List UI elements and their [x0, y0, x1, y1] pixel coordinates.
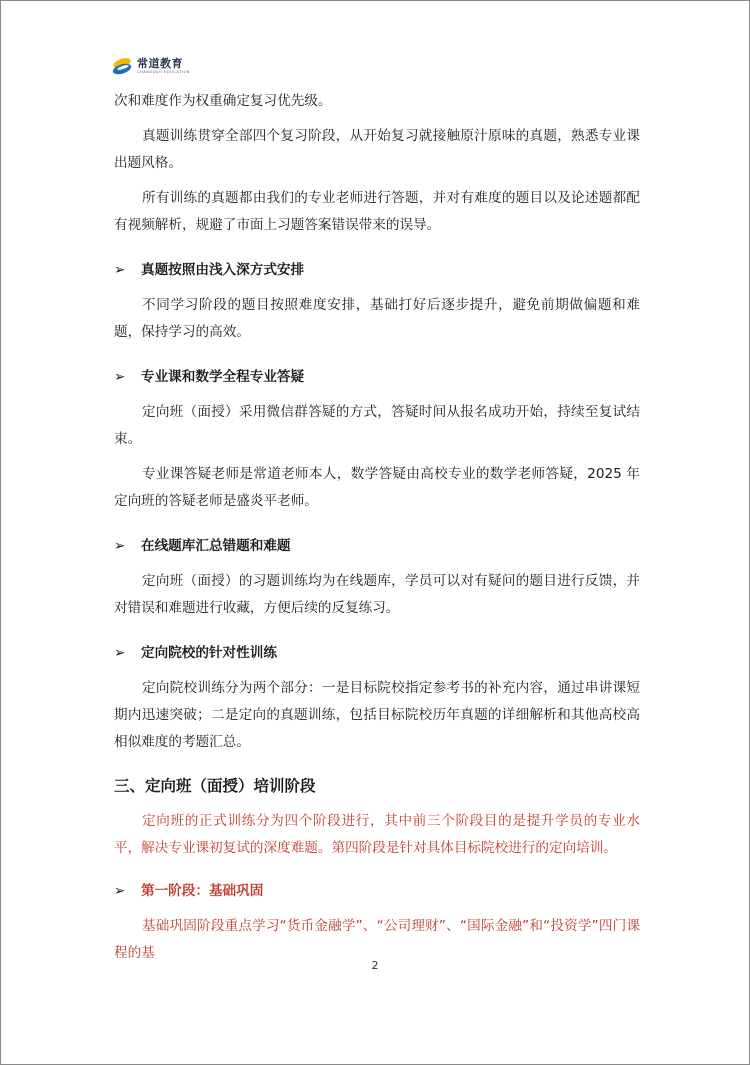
arrow-bullet-icon: ➢ [114, 262, 126, 278]
bullet-heading [114, 640, 640, 667]
bullet-heading [114, 533, 640, 560]
paragraph-highlight: 基础巩固阶段重点学习“货币金融学”、“公司理财”、“国际金融”和“投资学”四门课程的基 [114, 918, 640, 961]
bullet-heading [114, 364, 640, 391]
bullet-heading-text: 在线题库汇总错题和难题 [141, 538, 291, 554]
bullet-heading-text: 定向院校的针对性训练 [141, 645, 277, 661]
paragraph: 真题训练贯穿全部四个复习阶段，从开始复习就接触原汁原味的真题，熟悉专业课出题风格。 [114, 128, 640, 171]
logo-icon [111, 55, 133, 77]
paragraph: 不同学习阶段的题目按照难度安排，基础打好后逐步提升，避免前期做偏题和难题，保持学习的高效。 [114, 297, 640, 340]
arrow-bullet-icon: ➢ [114, 883, 126, 899]
paragraph-highlight: 定向班的正式训练分为四个阶段进行，其中前三个阶段目的是提升学员的专业水平，解决专业课初复试的深度难题。第四阶段是针对具体目标院校进行的定向培训。 [114, 813, 640, 856]
paragraph: 定向班（面授）采用微信群答疑的方式，答疑时间从报名成功开始，持续至复试结束。 [114, 404, 640, 447]
section-title: 三、定向班（面授）培训阶段 [114, 777, 316, 795]
arrow-bullet-icon: ➢ [114, 369, 126, 385]
paragraph: 所有训练的真题都由我们的专业老师进行答题，并对有难度的题目以及论述题都配有视频解析，规避了市面上习题答案错误带来的误导。 [114, 190, 640, 233]
logo [111, 54, 190, 78]
paragraph: 次和难度作为权重确定复习优先级。 [114, 93, 332, 109]
bullet-heading-highlight [114, 878, 640, 905]
logo-subtitle: CHANGDAO EDUCATION [137, 69, 191, 74]
arrow-bullet-icon: ➢ [114, 538, 126, 554]
paragraph: 定向班（面授）的习题训练均为在线题库，学员可以对有疑问的题目进行反馈，并对错误和难题进行收藏，方便后续的反复练习。 [114, 573, 640, 616]
paragraph: 定向院校训练分为两个部分：一是目标院校指定参考书的补充内容，通过串讲课短期内迅速突破；二是定向的真题训练，包括目标院校历年真题的详细解析和其他高校高相似难度的考题汇总。 [114, 680, 640, 750]
arrow-bullet-icon: ➢ [114, 645, 126, 661]
bullet-heading-text: 第一阶段：基础巩固 [141, 883, 264, 899]
bullet-heading-text: 专业课和数学全程专业答疑 [141, 369, 305, 385]
paragraph: 专业课答疑老师是常道老师本人，数学答疑由高校专业的数学老师答疑，2025 年定向班的答疑老师是盛炎平老师。 [114, 466, 640, 509]
page-number: 2 [371, 959, 379, 972]
document-body [114, 88, 640, 967]
bullet-heading [114, 257, 640, 284]
bullet-heading-text: 真题按照由浅入深方式安排 [141, 262, 305, 278]
logo-name: 常道教育 [137, 56, 183, 70]
